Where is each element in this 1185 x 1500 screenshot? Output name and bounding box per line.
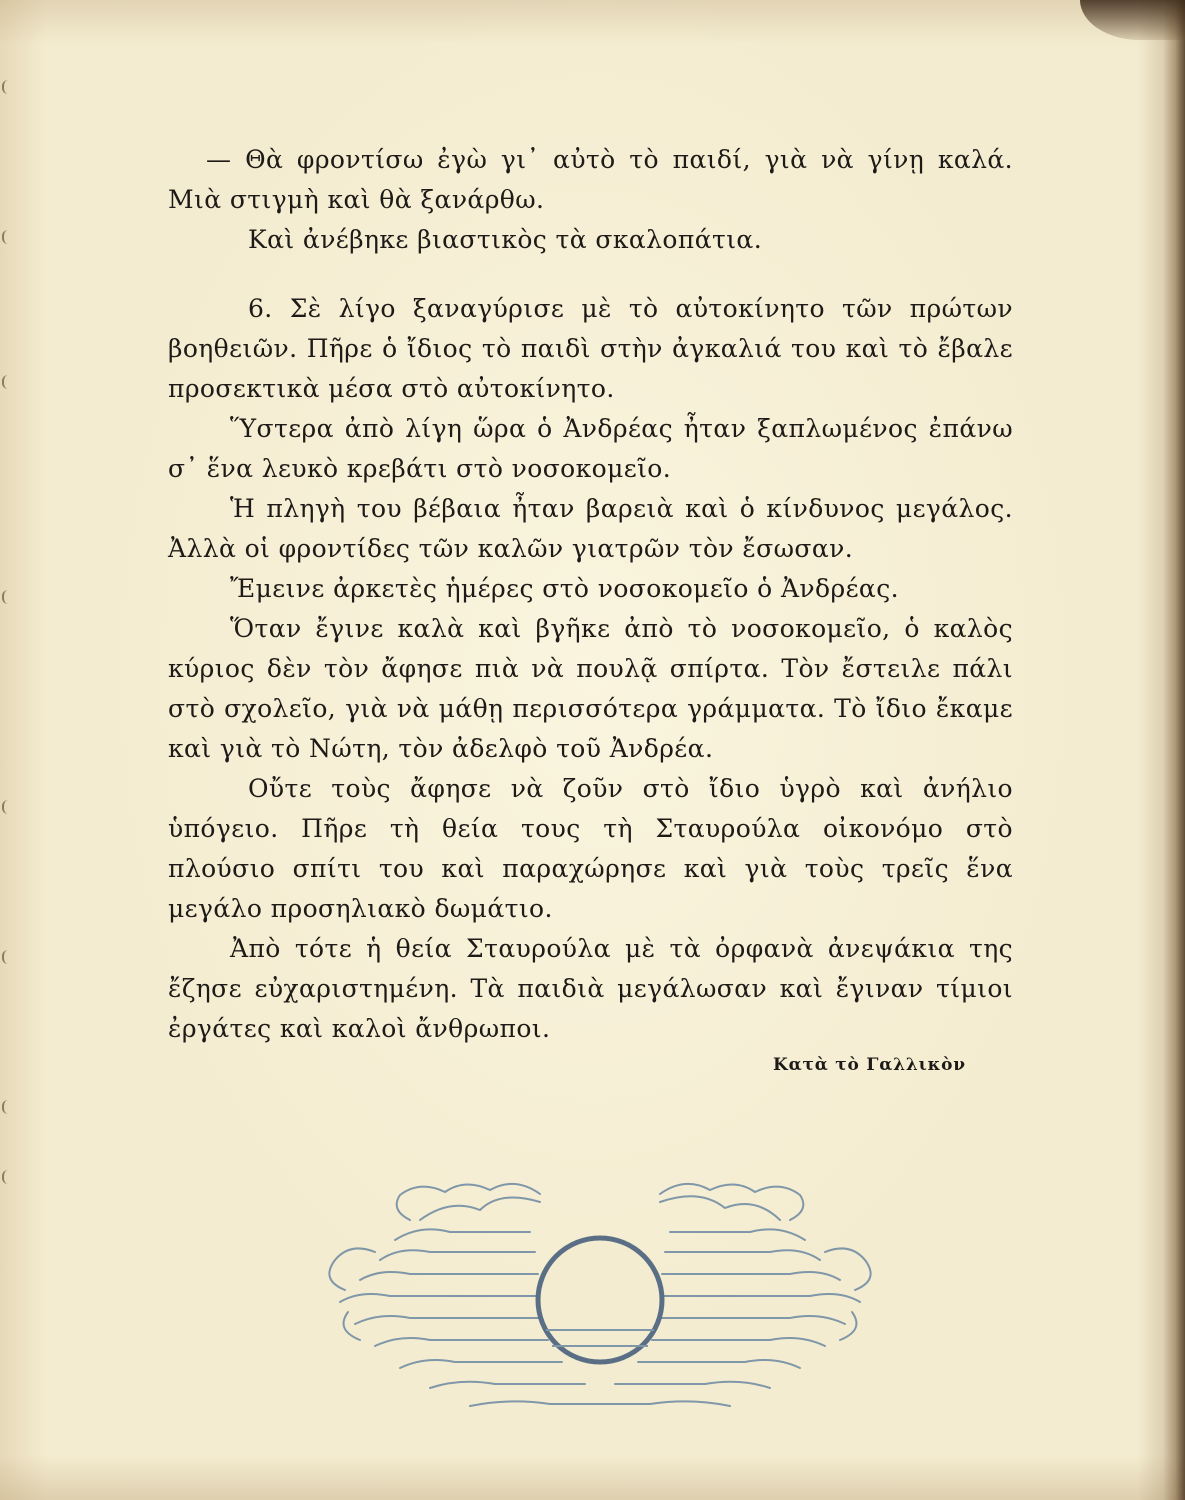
paragraph-basement: Οὔτε τοὺς ἄφησε νὰ ζοῦν στὸ ἴδιο ὑγρὸ καὶ ἀνήλιο ὑπόγειο. Πῆρε τὴ θεία τους τὴ Σταυρούλα οἰκονόμο στὸ πλούσιο σπίτι του καὶ παραχώρησε καὶ γιὰ τοὺς τρεῖς ἕνα μεγάλο προσηλιακὸ δωμάτιο. (168, 774, 1013, 923)
binding-mark (2, 590, 10, 604)
paragraph-dialogue: — Θὰ φροντίσω ἐγὼ γι᾽ αὐτὸ τὸ παιδί, γιὰ νὰ γίνῃ καλά. Μιὰ στιγμὴ καὶ θὰ ξανάρθω. (168, 145, 1013, 214)
page-right-edge (1163, 0, 1185, 1500)
sun-behind-clouds-vignette (300, 1180, 900, 1430)
page-corner-shadow (1080, 0, 1185, 40)
binding-mark (2, 950, 10, 964)
binding-mark (2, 1170, 10, 1184)
sun-icon (538, 1238, 662, 1362)
story-text (168, 140, 1013, 1049)
binding-mark (2, 230, 10, 244)
paragraph-recovered: Ὅταν ἔγινε καλὰ καὶ βγῆκε ἀπὸ τὸ νοσοκομεῖο, ὁ καλὸς κύριος δὲν τὸν ἄφησε πιὰ νὰ πουλᾷ σπίρτα. Τὸν ἔστειλε πάλι στὸ σχολεῖο, γιὰ νὰ μάθῃ περισσότερα γράμματα. Τὸ ἴδιο ἔκαμε καὶ γιὰ τὸ Νώτη, τὸν ἀδελφὸ τοῦ Ἀνδρέα. (168, 614, 1013, 763)
binding-mark (2, 1100, 10, 1114)
paragraph-section-6: 6. Σὲ λίγο ξαναγύρισε μὲ τὸ αὐτοκίνητο τῶν πρώτων βοηθειῶν. Πῆρε ὁ ἴδιος τὸ παιδὶ στὴν ἀγκαλιά του καὶ τὸ ἔβαλε προσεκτικὰ μέσα στὸ αὐτοκίνητο. (168, 294, 1013, 403)
binding-mark (2, 800, 10, 814)
paragraph-stayed-days: Ἔμεινε ἀρκετὲς ἡμέρες στὸ νοσοκομεῖο ὁ Ἀνδρέας. (230, 574, 899, 603)
source-attribution: Κατὰ τὸ Γαλλικὸν (773, 1055, 966, 1075)
paragraph-ending: Ἀπὸ τότε ἡ θεία Σταυρούλα μὲ τὰ ὀρφανὰ ἀνεψάκια της ἔζησε εὐχαριστημένη. Τὰ παιδιὰ μεγάλωσαν καὶ ἔγιναν τίμιοι ἐργάτες καὶ καλοὶ ἄνθρωποι. (168, 934, 1013, 1043)
paragraph-hospital-bed: Ὕστερα ἀπὸ λίγη ὥρα ὁ Ἀνδρέας ἦταν ξαπλωμένος ἐπάνω σ᾽ ἕνα λευκὸ κρεβάτι στὸ νοσοκομεῖο. (168, 414, 1013, 483)
binding-mark (2, 80, 10, 94)
binding-mark (2, 375, 10, 389)
binding-marks (0, 60, 14, 1220)
paragraph-climbed-stairs: Καὶ ἀνέβηκε βιαστικὸς τὰ σκαλοπάτια. (248, 225, 763, 254)
paragraph-wound: Ἡ πληγὴ του βέβαια ἦταν βαρειὰ καὶ ὁ κίνδυνος μεγάλος. Ἀλλὰ οἱ φροντίδες τῶν καλῶν γιατρῶν τὸν ἔσωσαν. (168, 494, 1013, 563)
